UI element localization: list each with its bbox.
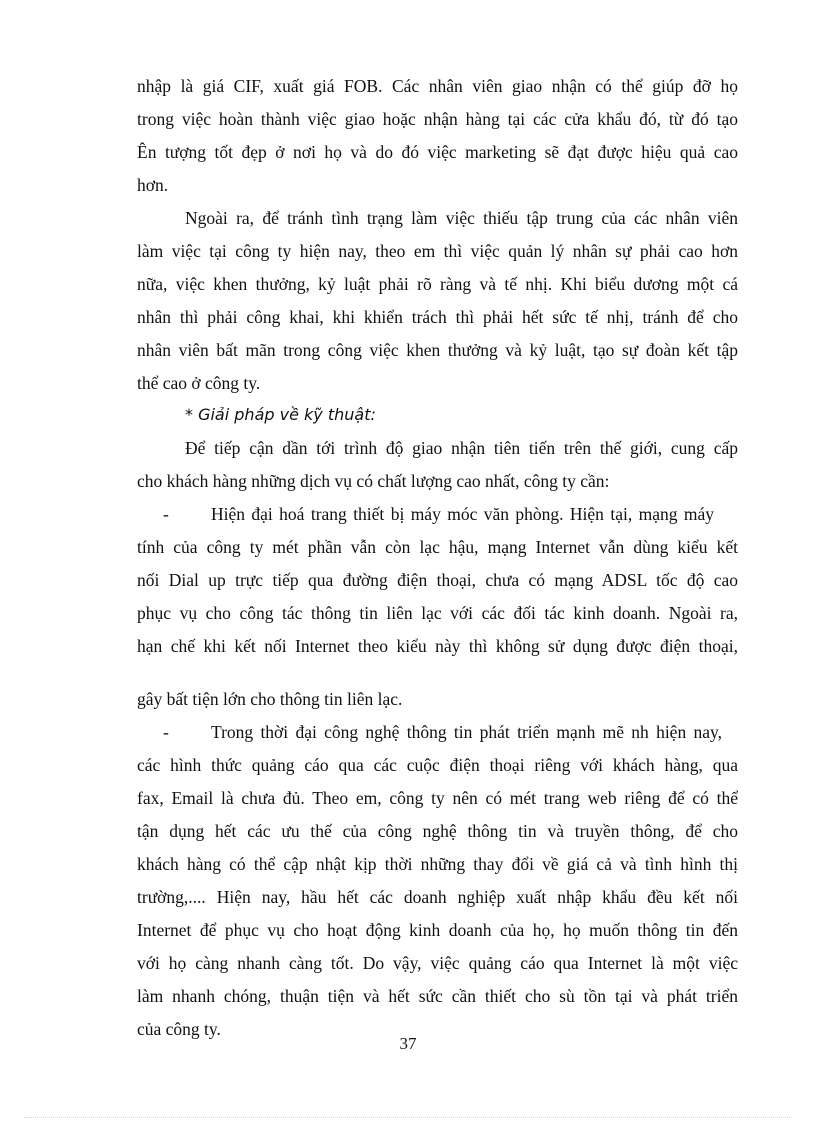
- text-line: nối Dial up trực tiếp qua đường điện thoại, chưa có mạng ADSL tốc độ cao: [137, 570, 738, 590]
- text-line: Ên tượng tốt đẹp ở nơi họ và do đó việc marketing sẽ đạt được hiệu quả cao: [137, 142, 738, 162]
- bullet-line: [163, 503, 714, 525]
- text-line: tính của công ty mét phần vẫn còn lạc hậu, mạng Internet vẫn dùng kiểu kết: [137, 537, 738, 557]
- text-line: tận dụng hết các ưu thế của công nghệ thông tin và truyền thông, để cho: [137, 821, 738, 841]
- text-line: hơn.: [137, 175, 169, 195]
- text-line: trường,.... Hiện nay, hầu hết các doanh nghiệp xuất nhập khẩu đều kết nối: [137, 887, 738, 907]
- text-line: nhân viên bất mãn trong công việc khen thưởng và kỷ luật, tạo sự đoàn kết tập: [137, 340, 738, 360]
- page-number: 37: [399, 1034, 417, 1053]
- text-line: gây bất tiện lớn cho thông tin liên lạc.: [137, 689, 403, 709]
- dash-marker: -: [163, 504, 169, 524]
- page-border-line: [24, 1117, 792, 1118]
- text-line: của công ty.: [137, 1019, 221, 1039]
- text-line: làm nhanh chóng, thuận tiện và hết sức cần thiết cho sù tồn tại và phát triển: [137, 986, 738, 1006]
- text-line: fax, Email là chưa đủ. Theo em, công ty nên có mét trang web riêng để có thể: [137, 788, 738, 808]
- text-line: nữa, việc khen thưởng, kỷ luật phải rõ ràng và tế nhị. Khi biểu dương một cá: [137, 274, 738, 294]
- text-line: phục vụ cho công tác thông tin liên lạc với các đối tác kinh doanh. Ngoài ra,: [137, 603, 738, 623]
- text-line: làm việc tại công ty hiện nay, theo em thì việc quản lý nhân sự phải cao hơn: [137, 241, 738, 261]
- text-line: cho khách hàng những dịch vụ có chất lượng cao nhất, công ty cần:: [137, 471, 610, 491]
- text-line: Ngoài ra, để tránh tình trạng làm việc thiếu tập trung của các nhân viên: [185, 208, 738, 228]
- text-line: Hiện đại hoá trang thiết bị máy móc văn phòng. Hiện tại, mạng máy: [211, 504, 714, 524]
- bullet-line: [163, 721, 722, 743]
- section-heading: * Giải pháp về kỹ thuật:: [185, 405, 376, 424]
- text-line: nhân thì phải công khai, khi khiển trách thì phải hết sức tế nhị, tránh để cho: [137, 307, 738, 327]
- text-line: Để tiếp cận dần tới trình độ giao nhận tiên tiến trên thế giới, cung cấp: [185, 438, 738, 458]
- text-line: trong việc hoàn thành việc giao hoặc nhận hàng tại các cửa khẩu đó, từ đó tạo: [137, 109, 738, 129]
- text-line: nhập là giá CIF, xuất giá FOB. Các nhân viên giao nhận có thể giúp đỡ họ: [137, 76, 738, 96]
- text-line: Trong thời đại công nghệ thông tin phát triển mạnh mẽ nh hiện nay,: [211, 722, 722, 742]
- dash-marker: -: [163, 722, 169, 742]
- text-line: các hình thức quảng cáo qua các cuộc điện thoại riêng với khách hàng, qua: [137, 755, 738, 775]
- text-line: khách hàng có thể cập nhật kịp thời những thay đổi về giá cả và tình hình thị: [137, 854, 738, 874]
- text-line: Internet để phục vụ cho hoạt động kinh doanh của họ, họ muốn thông tin đến: [137, 920, 738, 940]
- text-line: hạn chế khi kết nối Internet theo kiểu này thì không sử dụng được điện thoại,: [137, 636, 738, 656]
- text-line: thể cao ở công ty.: [137, 373, 261, 393]
- text-line: với họ càng nhanh càng tốt. Do vậy, việc quảng cáo qua Internet là một việc: [137, 953, 738, 973]
